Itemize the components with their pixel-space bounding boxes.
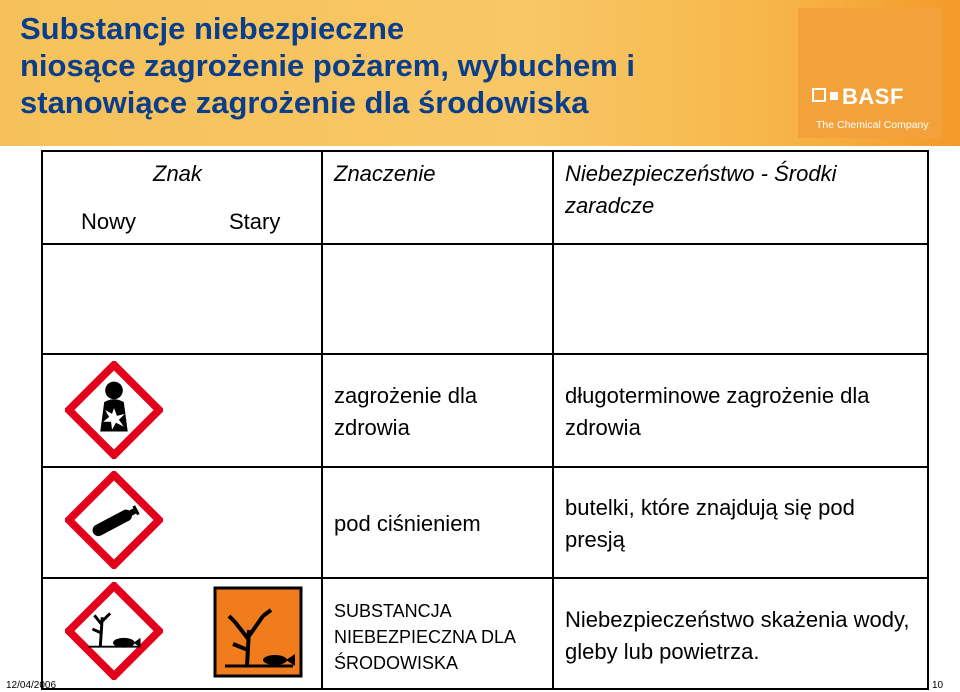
footer-page-number: 10 [932,680,944,691]
row-divider [43,353,927,355]
header-sign-old: Stary [229,209,281,234]
environment-hazard-old-icon [213,586,303,678]
row4-meaning: SUBSTANCJA NIEBEZPIECZNA DLA ŚRODOWISKA [334,601,516,673]
title-line-3: stanowiące zagrożenie dla środowiska [20,85,589,120]
column-divider [321,152,323,688]
row2-danger: długoterminowe zagrożenie dla zdrowia [565,383,870,440]
row3-danger: butelki, które znajdują się pod presją [565,495,855,552]
header-meaning: Znaczenie [334,161,436,186]
gas-cylinder-icon [65,471,163,569]
row-divider [43,243,927,245]
slide-title [20,10,635,121]
environment-hazard-icon [65,582,163,680]
row4-danger: Niebezpieczeństwo skażenia wody, gleby lub powietrza. [565,607,910,664]
hazard-table [41,150,929,690]
health-hazard-icon [65,361,163,459]
slide-header [0,0,960,146]
row3-meaning: pod ciśnieniem [334,511,481,536]
column-divider [552,152,554,688]
logo-name: BASF [842,84,904,109]
header-sign-new: Nowy [81,209,137,234]
header-sign: Znak [153,161,202,186]
basf-logo [798,8,942,138]
row-divider [43,466,927,468]
logo-dot-icon [830,92,838,100]
header-danger: Niebezpieczeństwo - Środki zaradcze [565,161,837,218]
logo-square-icon [812,88,826,102]
footer-date: 12/04/2006 [6,680,57,691]
title-line-2: niosące zagrożenie pożarem, wybuchem i [20,48,636,83]
logo-tagline: The Chemical Company [816,119,929,131]
title-line-1: Substancje niebezpieczne [20,11,405,46]
row2-meaning: zagrożenie dla zdrowia [334,383,478,440]
row-divider [43,577,927,579]
